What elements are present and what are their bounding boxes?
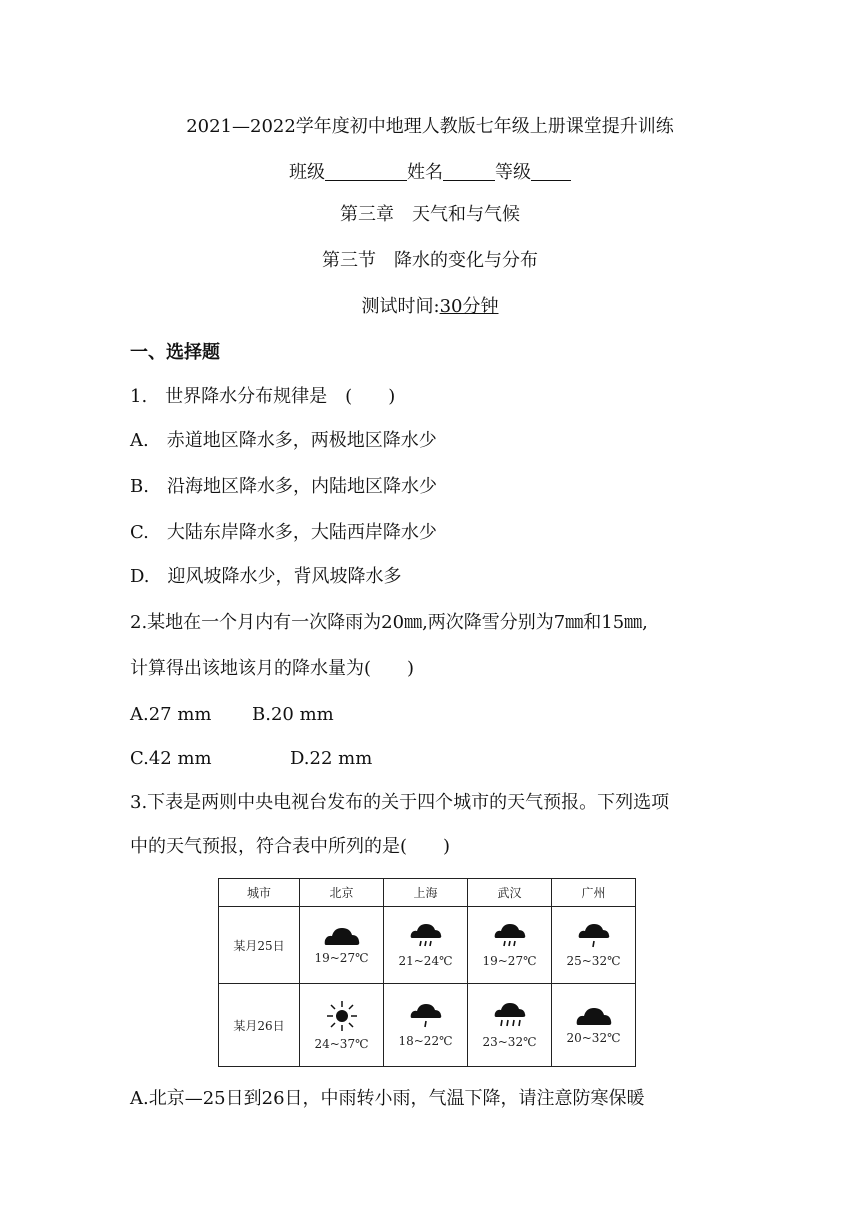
- temperature-range: 19~27℃: [482, 954, 537, 968]
- heavy-rain-icon: [492, 1001, 528, 1031]
- question-3-stem-line2: 中的天气预报，符合表中所列的是( ): [130, 836, 451, 857]
- date-cell: 某月26日: [219, 984, 300, 1067]
- weather-forecast-table: [218, 878, 636, 1067]
- question-1-option-c[interactable]: C. 大陆东岸降水多，大陆西岸降水少: [130, 522, 437, 543]
- question-2-option-d[interactable]: D.22 mm: [290, 748, 373, 769]
- test-time: [0, 298, 860, 316]
- question-1-option-a[interactable]: A. 赤道地区降水多，两极地区降水少: [130, 430, 437, 451]
- table-row: [219, 984, 636, 1067]
- section-heading: 一、选择题: [130, 342, 220, 363]
- class-label: 班级: [289, 162, 325, 183]
- moderate-rain-icon: [409, 922, 443, 950]
- cloud-icon: [575, 1005, 613, 1027]
- student-info-line: [0, 162, 860, 182]
- sun-icon: [325, 999, 359, 1033]
- temperature-range: 25~32℃: [566, 954, 621, 968]
- document-title: 2021—2022学年度初中地理人教版七年级上册课堂提升训练: [186, 116, 674, 137]
- moderate-rain-icon: [493, 922, 527, 950]
- name-label: 姓名: [407, 162, 443, 183]
- question-1-stem: 1. 世界降水分布规律是 ( ): [130, 386, 396, 407]
- test-time-label: 测试时间:: [361, 296, 440, 317]
- test-time-value: 30分钟: [439, 296, 499, 317]
- question-3-stem-line1: 3.下表是两则中央电视台发布的关于四个城市的天气预报。下列选项: [130, 792, 670, 813]
- question-2-option-a[interactable]: A.27 mm: [130, 704, 212, 725]
- question-2-option-b[interactable]: B.20 mm: [252, 704, 334, 725]
- temperature-range: 21~24℃: [398, 954, 453, 968]
- cloud-icon: [323, 925, 361, 947]
- temperature-range: 20~32℃: [566, 1031, 621, 1045]
- question-2-option-c[interactable]: C.42 mm: [130, 748, 212, 769]
- temperature-range: 24~37℃: [314, 1037, 369, 1051]
- temperature-range: 23~32℃: [482, 1035, 537, 1049]
- light-rain-icon: [577, 922, 611, 950]
- section-title: 第三节 降水的变化与分布: [322, 250, 538, 271]
- city-header-wuhan: 武汉: [468, 879, 552, 907]
- date-cell: 某月25日: [219, 907, 300, 984]
- class-blank[interactable]: [325, 162, 407, 181]
- grade-blank[interactable]: [531, 162, 571, 181]
- temperature-range: 19~27℃: [314, 951, 369, 965]
- city-header-shanghai: 上海: [384, 879, 468, 907]
- name-blank[interactable]: [443, 162, 495, 181]
- city-header-beijing: 北京: [300, 879, 384, 907]
- chapter-title: 第三章 天气和与气候: [340, 204, 520, 225]
- question-1-option-d[interactable]: D. 迎风坡降水少，背风坡降水多: [130, 566, 402, 587]
- question-1-option-b[interactable]: B. 沿海地区降水多，内陆地区降水少: [130, 476, 437, 497]
- table-corner-cell: 城市: [219, 879, 300, 907]
- light-rain-icon: [409, 1002, 443, 1030]
- city-header-guangzhou: 广州: [552, 879, 636, 907]
- table-header-row: [219, 879, 636, 907]
- grade-label: 等级: [495, 162, 531, 183]
- question-3-option-a[interactable]: A.北京—25日到26日，中雨转小雨，气温下降，请注意防寒保暖: [130, 1088, 645, 1109]
- question-2-stem-line1: 2.某地在一个月内有一次降雨为20㎜,两次降雪分别为7㎜和15㎜,: [130, 612, 648, 633]
- temperature-range: 18~22℃: [398, 1034, 453, 1048]
- table-row: [219, 907, 636, 984]
- question-2-stem-line2: 计算得出该地该月的降水量为( ): [130, 658, 415, 679]
